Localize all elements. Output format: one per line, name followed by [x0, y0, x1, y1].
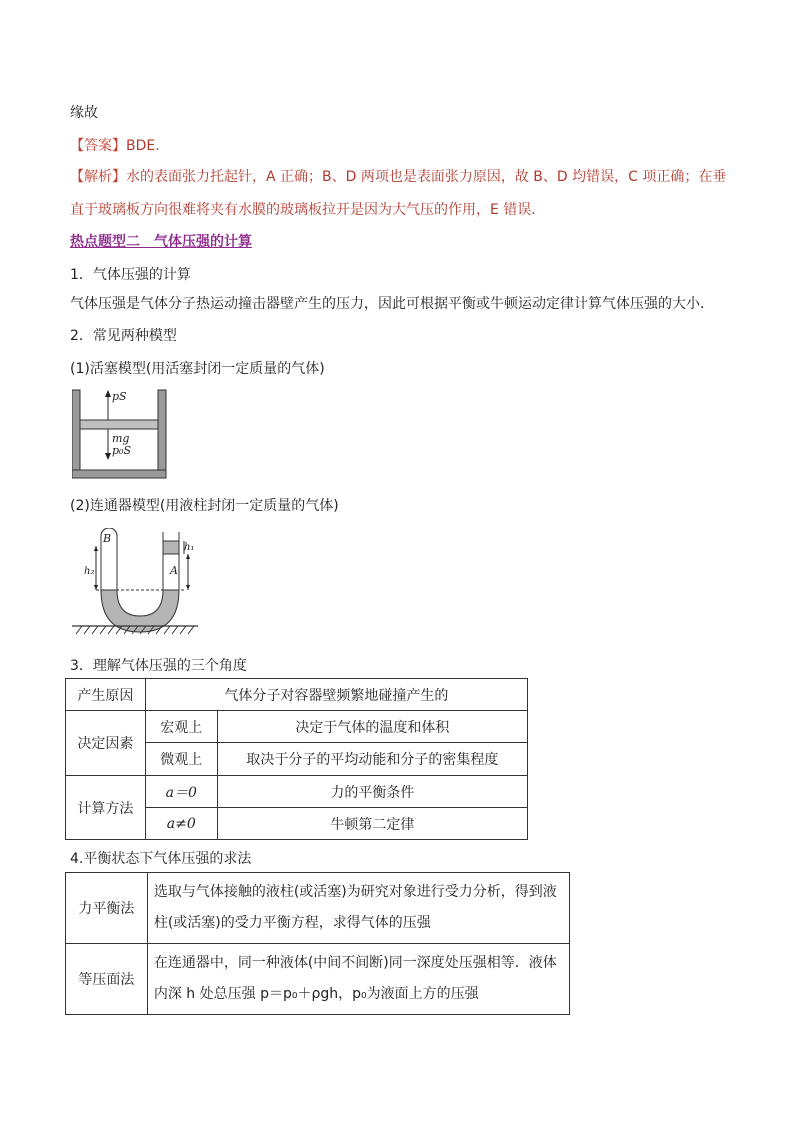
- label-b: B: [103, 532, 112, 545]
- text-line-top: 缘故: [70, 105, 98, 121]
- table-cell: 力的平衡条件: [217, 776, 527, 808]
- model-1-title: (1)活塞模型(用活塞封闭一定质量的气体): [70, 361, 325, 377]
- section-2-title: 2．常见两种模型: [70, 328, 177, 344]
- table-cell: 微观上: [145, 743, 217, 776]
- table-cell: [147, 944, 569, 1015]
- cell-line: 选取与气体接触的液柱(或活塞)为研究对象进行受力分析，得到液: [153, 884, 557, 900]
- table-row: [66, 679, 528, 711]
- cylinder-bottom: [72, 470, 166, 478]
- answer-line: [70, 135, 160, 155]
- a-arrow-top: [186, 554, 190, 559]
- table-cell: 计算方法: [66, 776, 146, 840]
- label-ps: pS: [112, 390, 127, 403]
- label-p0s: p₀S: [112, 444, 131, 457]
- table-cell: 力平衡法: [66, 873, 148, 944]
- table-cell: 牛顿第二定律: [217, 808, 527, 840]
- label-mg: mg: [112, 432, 130, 445]
- cylinder-left-wall: [72, 390, 80, 478]
- table-cell: 取决于分子的平均动能和分子的密集程度: [217, 743, 527, 776]
- cell-line: 柱(或活塞)的受力平衡方程，求得气体的压强: [153, 915, 431, 931]
- cell-line: 内深 h 处总压强 p＝p₀＋ρgh，p₀为液面上方的压强: [153, 986, 479, 1002]
- table-row: [66, 873, 570, 944]
- piston: [80, 420, 158, 429]
- table-cell: 产生原因: [66, 679, 146, 711]
- table-cell: a＝0: [145, 776, 217, 808]
- table-cell: 决定因素: [66, 711, 146, 776]
- section-heading: 热点题型二 气体压强的计算: [70, 234, 252, 250]
- section-1-title: 1．气体压强的计算: [70, 267, 191, 283]
- table-cell: 等压面法: [66, 944, 148, 1015]
- answer-text: BDE.: [126, 138, 160, 154]
- ground-hatch: [72, 624, 198, 636]
- arrow-up-head: [105, 390, 111, 397]
- gas-pressure-table: [65, 678, 528, 840]
- cell-line: 在连通器中，同一种液体(中间不间断)同一深度处压强相等．液体: [153, 955, 557, 971]
- table-cell: 宏观上: [145, 711, 217, 743]
- section-1-text: 气体压强是气体分子热运动撞击器壁产生的压力，因此可根据平衡或牛顿运动定律计算气体压强的大小．: [70, 296, 714, 312]
- cylinder-right-wall: [158, 390, 166, 478]
- label-h2: h₂: [84, 566, 95, 577]
- analysis-text-1: 水的表面张力托起针，A 正确；B、D 两项也是表面张力原因，故 B、D 均错误，C 项正确；在垂: [126, 169, 727, 185]
- connected-vessel-figure: [72, 528, 200, 636]
- a-arrow-bottom: [186, 585, 190, 590]
- table-cell: 气体分子对容器壁频繁地碰撞产生的: [145, 679, 527, 711]
- h2-arrow-top: [94, 546, 98, 551]
- label-a: A: [170, 564, 178, 577]
- section-4-title: 4.平衡状态下气体压强的求法: [70, 851, 252, 867]
- table-cell: [147, 873, 569, 944]
- section-3-title: 3．理解气体压强的三个角度: [70, 658, 247, 674]
- table-row: [66, 944, 570, 1015]
- model-2-title: (2)连通器模型(用液柱封闭一定质量的气体): [70, 498, 339, 514]
- equilibrium-method-table: [65, 872, 570, 1015]
- piston-model-figure: [72, 388, 168, 480]
- ground-hatch-lines: [76, 626, 194, 634]
- analysis-line-1: [70, 166, 726, 186]
- liquid-column-top: [163, 541, 179, 554]
- h2-arrow-bottom: [94, 585, 98, 590]
- table-row: [66, 711, 528, 743]
- analysis-label: 【解析】: [70, 169, 126, 185]
- arrow-down-head: [105, 453, 111, 460]
- answer-label: 【答案】: [70, 138, 126, 154]
- table-cell: 决定于气体的温度和体积: [217, 711, 527, 743]
- label-h1: h₁: [184, 542, 195, 553]
- analysis-text-2: 直于玻璃板方向很难将夹有水膜的玻璃板拉开是因为大气压的作用，E 错误．: [70, 202, 546, 218]
- table-cell: a≠0: [145, 808, 217, 840]
- table-row: [66, 776, 528, 808]
